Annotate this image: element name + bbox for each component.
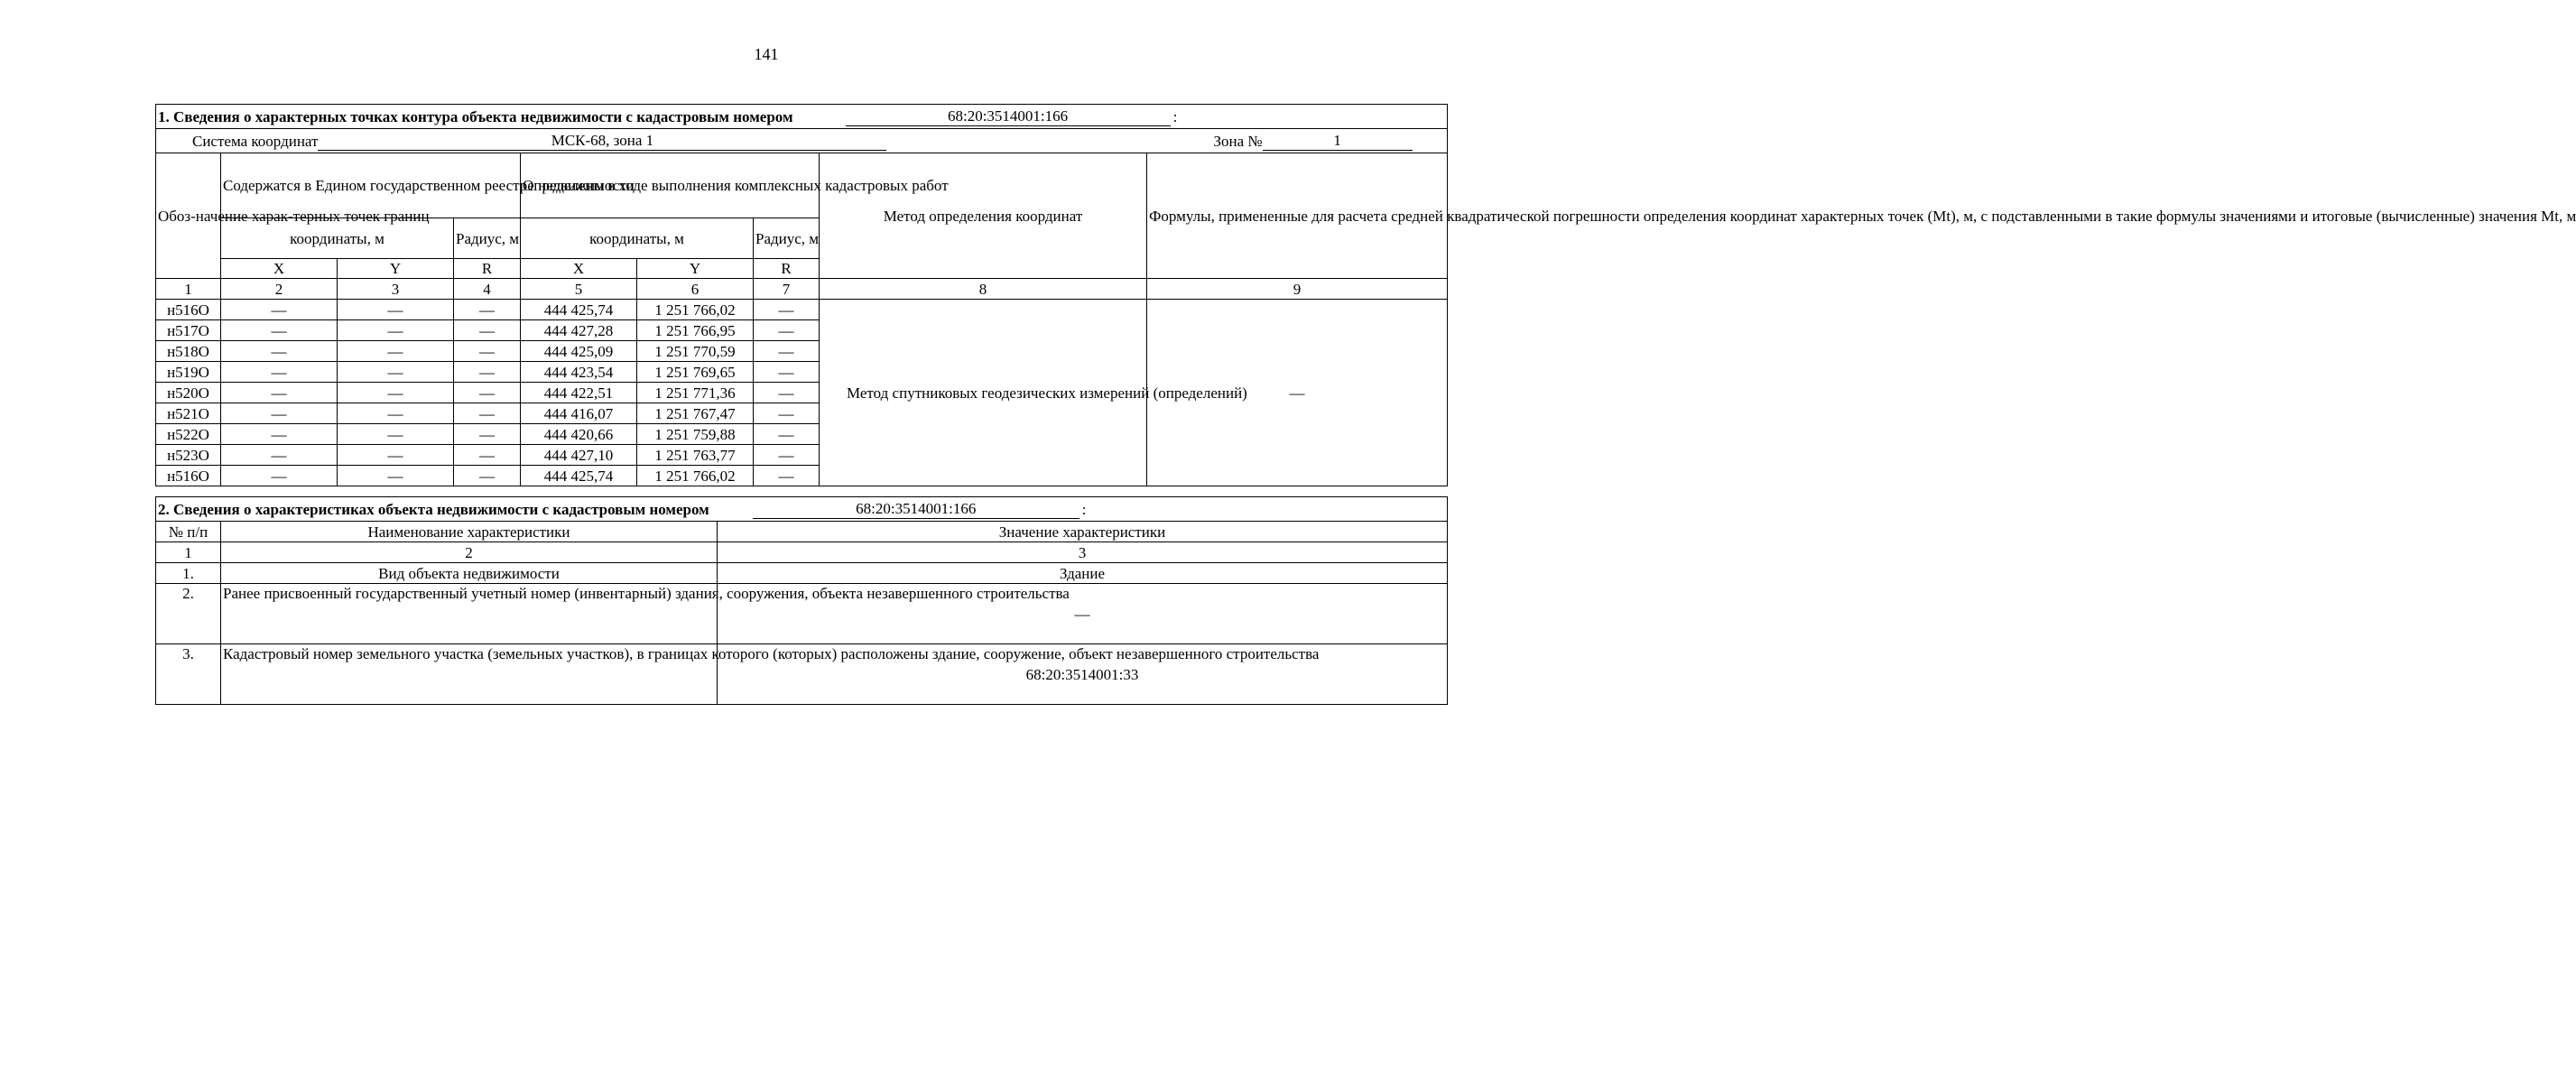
row-value: 68:20:3514001:33 [718,644,1448,705]
y-egrn: — [338,341,454,362]
point-name: н516О [156,300,221,320]
x-kkr: 444 425,09 [521,341,637,362]
r-egrn: — [454,403,521,424]
x-egrn: — [221,403,338,424]
point-name: н516О [156,466,221,486]
section1-colon: : [1172,108,1178,125]
r-egrn: — [454,445,521,466]
col-number: 2 [221,542,718,563]
r-kkr: — [754,445,820,466]
y-egrn: — [338,320,454,341]
header-radius-egrn: Радиус, м [454,218,521,259]
header-name: Наименование характеристики [221,522,718,542]
section1-cadastral-number: 68:20:3514001:166 [846,106,1171,126]
table-row [156,644,1448,705]
section2-cadastral-number: 68:20:3514001:166 [753,499,1080,519]
row-num: 1. [156,563,221,584]
y-kkr: 1 251 767,47 [637,403,754,424]
points-table [155,104,2576,486]
section1-title: 1. Сведения о характерных точках контура объекта недвижимости с кадастровым номером [158,108,793,125]
col-number: 4 [454,279,521,300]
header-value: Значение характеристики [718,522,1448,542]
table-row [156,584,1448,644]
page-number: 141 [754,45,779,63]
header-coords-egrn: координаты, м [221,218,454,259]
r-kkr: — [754,424,820,445]
r-egrn: — [454,300,521,320]
header-radius-kkr: Радиус, м [754,218,820,259]
x-kkr: 444 425,74 [521,300,637,320]
method-value: Метод спутниковых геодезических измерений (определений) [820,300,1147,486]
col-number: 6 [637,279,754,300]
x-kkr: 444 427,28 [521,320,637,341]
y-kkr: 1 251 766,02 [637,466,754,486]
header-method: Метод определения координат [820,153,1147,279]
row-num: 3. [156,644,221,705]
section2-title-row [156,497,1448,522]
r-egrn: — [454,341,521,362]
header-coords-kkr: координаты, м [521,218,754,259]
x-egrn: — [221,383,338,403]
x-egrn: — [221,466,338,486]
x-kkr: 444 425,74 [521,466,637,486]
zone-value: 1 [1263,131,1413,151]
header-x-egrn: X [221,259,338,279]
col-number: 1 [156,542,221,563]
r-egrn: — [454,383,521,403]
col-number: 3 [338,279,454,300]
r-kkr: — [754,362,820,383]
x-kkr: 444 427,10 [521,445,637,466]
coord-system-label: Система координат [192,133,319,150]
table-row [156,563,1448,584]
table-row [156,300,1448,320]
section1-title-row [156,105,1448,129]
header-egrn: Содержатся в Едином государственном реестре недвижимости [221,153,521,218]
coord-system-value: МСК-68, зона 1 [318,131,886,151]
x-kkr: 444 422,51 [521,383,637,403]
x-egrn: — [221,341,338,362]
row-value: Здание [718,563,1448,584]
x-egrn: — [221,424,338,445]
x-kkr: 444 416,07 [521,403,637,424]
point-name: н520О [156,383,221,403]
x-egrn: — [221,445,338,466]
point-name: н518О [156,341,221,362]
r-kkr: — [754,466,820,486]
y-kkr: 1 251 763,77 [637,445,754,466]
y-kkr: 1 251 766,02 [637,300,754,320]
r-kkr: — [754,341,820,362]
r-egrn: — [454,362,521,383]
point-name: н519О [156,362,221,383]
x-egrn: — [221,320,338,341]
header-y-kkr: Y [637,259,754,279]
characteristics-table [155,496,1448,705]
row-num: 2. [156,584,221,644]
r-egrn: — [454,320,521,341]
col-number: 5 [521,279,637,300]
row-name: Ранее присвоенный государственный учетный номер (инвентарный) здания, сооружения, объекта незавершенного строительства [221,584,718,644]
y-egrn: — [338,300,454,320]
point-name: н521О [156,403,221,424]
header-designation: Обоз-начение харак-терных точек границ [156,153,221,279]
y-egrn: — [338,403,454,424]
col-number: 2 [221,279,338,300]
y-kkr: 1 251 770,59 [637,341,754,362]
row-name: Вид объекта недвижимости [221,563,718,584]
header-kkr: Определены в ходе выполнения комплексных кадастровых работ [521,153,820,218]
y-egrn: — [338,424,454,445]
col-number: 8 [820,279,1147,300]
r-kkr: — [754,403,820,424]
point-name: н522О [156,424,221,445]
row-name: Кадастровый номер земельного участка (земельных участков), в границах которого (которых) расположены здание, сооружение, объект незавершенного строительства [221,644,718,705]
col-number: 1 [156,279,221,300]
coord-system-row [156,129,1448,153]
y-kkr: 1 251 769,65 [637,362,754,383]
r-egrn: — [454,424,521,445]
section2-colon: : [1081,501,1087,518]
y-egrn: — [338,466,454,486]
r-kkr: — [754,300,820,320]
section2-title: 2. Сведения о характеристиках объекта недвижимости с кадастровым номером [158,501,709,518]
header-r-egrn: R [454,259,521,279]
y-egrn: — [338,362,454,383]
y-egrn: — [338,445,454,466]
col-number: 9 [1147,279,1448,300]
y-egrn: — [338,383,454,403]
x-egrn: — [221,300,338,320]
y-kkr: 1 251 766,95 [637,320,754,341]
x-kkr: 444 420,66 [521,424,637,445]
x-kkr: 444 423,54 [521,362,637,383]
header-r-kkr: R [754,259,820,279]
header-formulas: Формулы, примененные для расчета средней квадратической погрешности определения координат характерных точек (Mt), м, с подставленными в такие формулы значениями и итоговые (вычисленные) значения Mt, м [1147,153,1448,279]
zone-label: Зона № [1213,133,1263,150]
r-egrn: — [454,466,521,486]
header-num: № п/п [156,522,221,542]
r-kkr: — [754,383,820,403]
y-kkr: 1 251 771,36 [637,383,754,403]
x-egrn: — [221,362,338,383]
point-name: н523О [156,445,221,466]
r-kkr: — [754,320,820,341]
row-value: — [718,584,1448,644]
y-kkr: 1 251 759,88 [637,424,754,445]
formulas-value: — [1147,300,1448,486]
col-number: 7 [754,279,820,300]
point-name: н517О [156,320,221,341]
header-y-egrn: Y [338,259,454,279]
col-number: 3 [718,542,1448,563]
header-x-kkr: X [521,259,637,279]
